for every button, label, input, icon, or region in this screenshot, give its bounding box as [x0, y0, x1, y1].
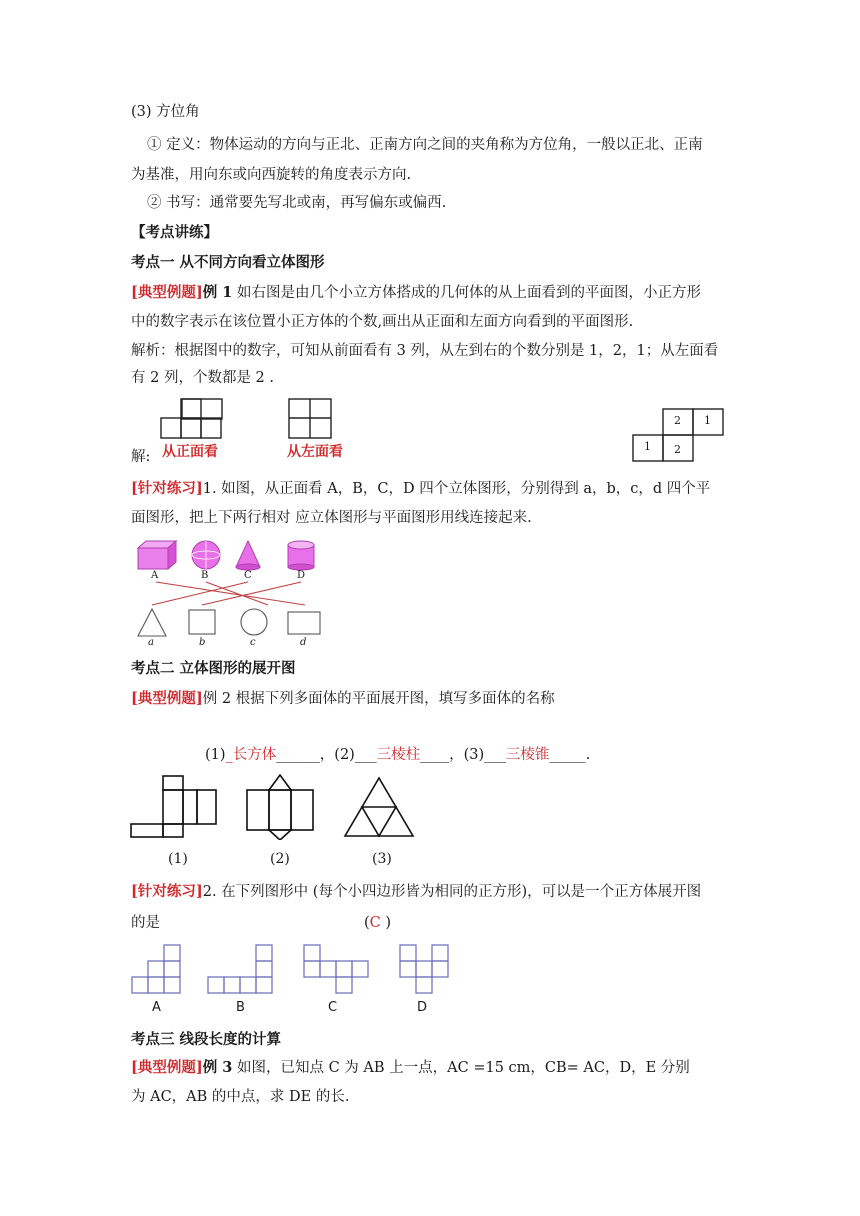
kp3-title: 考点三 线段长度的计算: [131, 1031, 282, 1048]
solid-label: A: [151, 570, 159, 581]
definition-line-1: ① 定义：物体运动的方向与正北、正南方向之间的夹角称为方位角，一般以正北、正南: [147, 137, 703, 153]
net-caption: (1): [168, 851, 188, 867]
grid-number: 1: [704, 414, 711, 427]
answer-choice: C: [369, 915, 381, 931]
left-view-caption: 从左面看: [287, 444, 343, 460]
typical-example-tag: [典型例题]: [131, 284, 203, 301]
kp2-example: [131, 689, 555, 709]
option-label: D: [417, 1000, 428, 1015]
kp2-drill-line-2: 的是: [131, 915, 160, 931]
plane-label: c: [250, 637, 256, 648]
grid-number: 2: [674, 414, 681, 427]
net-figures: [130, 774, 450, 840]
kp1-analysis-line-1: 解析：根据图中的数字，可知从前面看有 3 列，从左到右的个数分别是 1，2，1；从左面看: [131, 343, 719, 359]
front-view-caption: 从正面看: [162, 444, 218, 460]
grid-number: 2: [674, 443, 681, 456]
kp1-drill-line-2: 面图形，把上下两行相对 应立体图形与平面图形用线连接起来.: [131, 510, 532, 526]
kp1-analysis-line-2: 有 2 列，个数都是 2 .: [131, 370, 274, 386]
sphere-solid: [192, 541, 220, 569]
example-text: 如右图是由几个小立方体搭成的几何体的从上面看到的平面图，小正方形: [232, 285, 701, 301]
net-caption: (3): [372, 851, 392, 867]
blank-2-label: ______，(2)___: [276, 747, 377, 763]
example-text: 如图，已知点 C 为 AB 上一点，AC =15 cm，CB= AC，D，E 分别: [232, 1060, 690, 1076]
drill-tag: [针对练习]: [131, 883, 203, 900]
grid-number: 1: [644, 440, 651, 453]
answer-label: 解:: [131, 449, 151, 465]
solid-label: C: [244, 570, 252, 581]
kp1-title: 考点一 从不同方向看立体图形: [131, 254, 325, 271]
answer-cuboid: _长方体: [225, 747, 277, 763]
cone-solid: [236, 541, 260, 570]
fill-answers: [205, 745, 590, 765]
kp3-example-line-1: [131, 1058, 690, 1078]
blank-3-label: ____，(3)___: [420, 747, 506, 763]
kp1-drill-line-1: [131, 479, 710, 499]
answer-bracket: [364, 913, 391, 933]
drill-text: 2. 在下列图形中 (每个小四边形皆为相同的正方形)，可以是一个正方体展开图: [202, 884, 702, 900]
definition-line-2: 为基准，用向东或向西旋转的角度表示方向.: [131, 167, 412, 183]
typical-example-tag: [典型例题]: [131, 1059, 203, 1076]
example-label: 例 1: [202, 284, 233, 301]
blank-end: _____.: [549, 747, 591, 763]
example-label: 例 3: [202, 1059, 233, 1076]
cube-net-options: [130, 943, 460, 999]
solid-label: B: [201, 570, 209, 581]
net-caption: (2): [270, 851, 290, 867]
kp1-example-line-2: 中的数字表示在该位置小正方体的个数,画出从正面和左面方向看到的平面图形.: [131, 314, 634, 330]
front-view-figure: [160, 398, 224, 440]
kp1-example-line-1: [131, 283, 701, 303]
drill-tag: [针对练习]: [131, 480, 203, 497]
answer-open: (: [364, 915, 370, 931]
blank-1-label: (1): [205, 747, 226, 763]
kp2-drill-line-1: [131, 882, 701, 902]
answer-triangular-prism: 三棱柱: [376, 747, 421, 763]
practice-header: 【考点讲练】: [131, 224, 218, 241]
cylinder-solid: [288, 541, 314, 570]
typical-example-tag: [典型例题]: [131, 690, 203, 707]
top-view-grid: [630, 408, 730, 462]
kp3-example-line-2: 为 AC，AB 的中点，求 DE 的长.: [131, 1089, 350, 1105]
option-label: A: [152, 1000, 161, 1015]
answer-triangular-pyramid: 三棱锥: [505, 747, 550, 763]
drill-text: 1. 如图，从正面看 A，B，C，D 四个立体图形，分别得到 a，b，c，d 四个平: [202, 481, 711, 497]
left-view-figure: [288, 398, 334, 440]
plane-label: a: [148, 637, 154, 648]
section-heading: (3) 方位角: [131, 104, 200, 120]
writing-rule: ② 书写：通常要先写北或南，再写偏东或偏西.: [147, 195, 447, 211]
option-label: C: [328, 1000, 338, 1015]
cuboid-solid: [138, 541, 176, 569]
solid-label: D: [297, 570, 306, 581]
option-label: B: [236, 1000, 245, 1015]
plane-label: b: [199, 637, 206, 648]
kp2-title: 考点二 立体图形的展开图: [131, 660, 296, 677]
answer-close: ): [380, 915, 392, 931]
plane-label: d: [300, 637, 307, 648]
example-text: 例 2 根据下列多面体的平面展开图，填写多面体的名称: [202, 691, 555, 707]
matching-figure: [130, 538, 330, 650]
